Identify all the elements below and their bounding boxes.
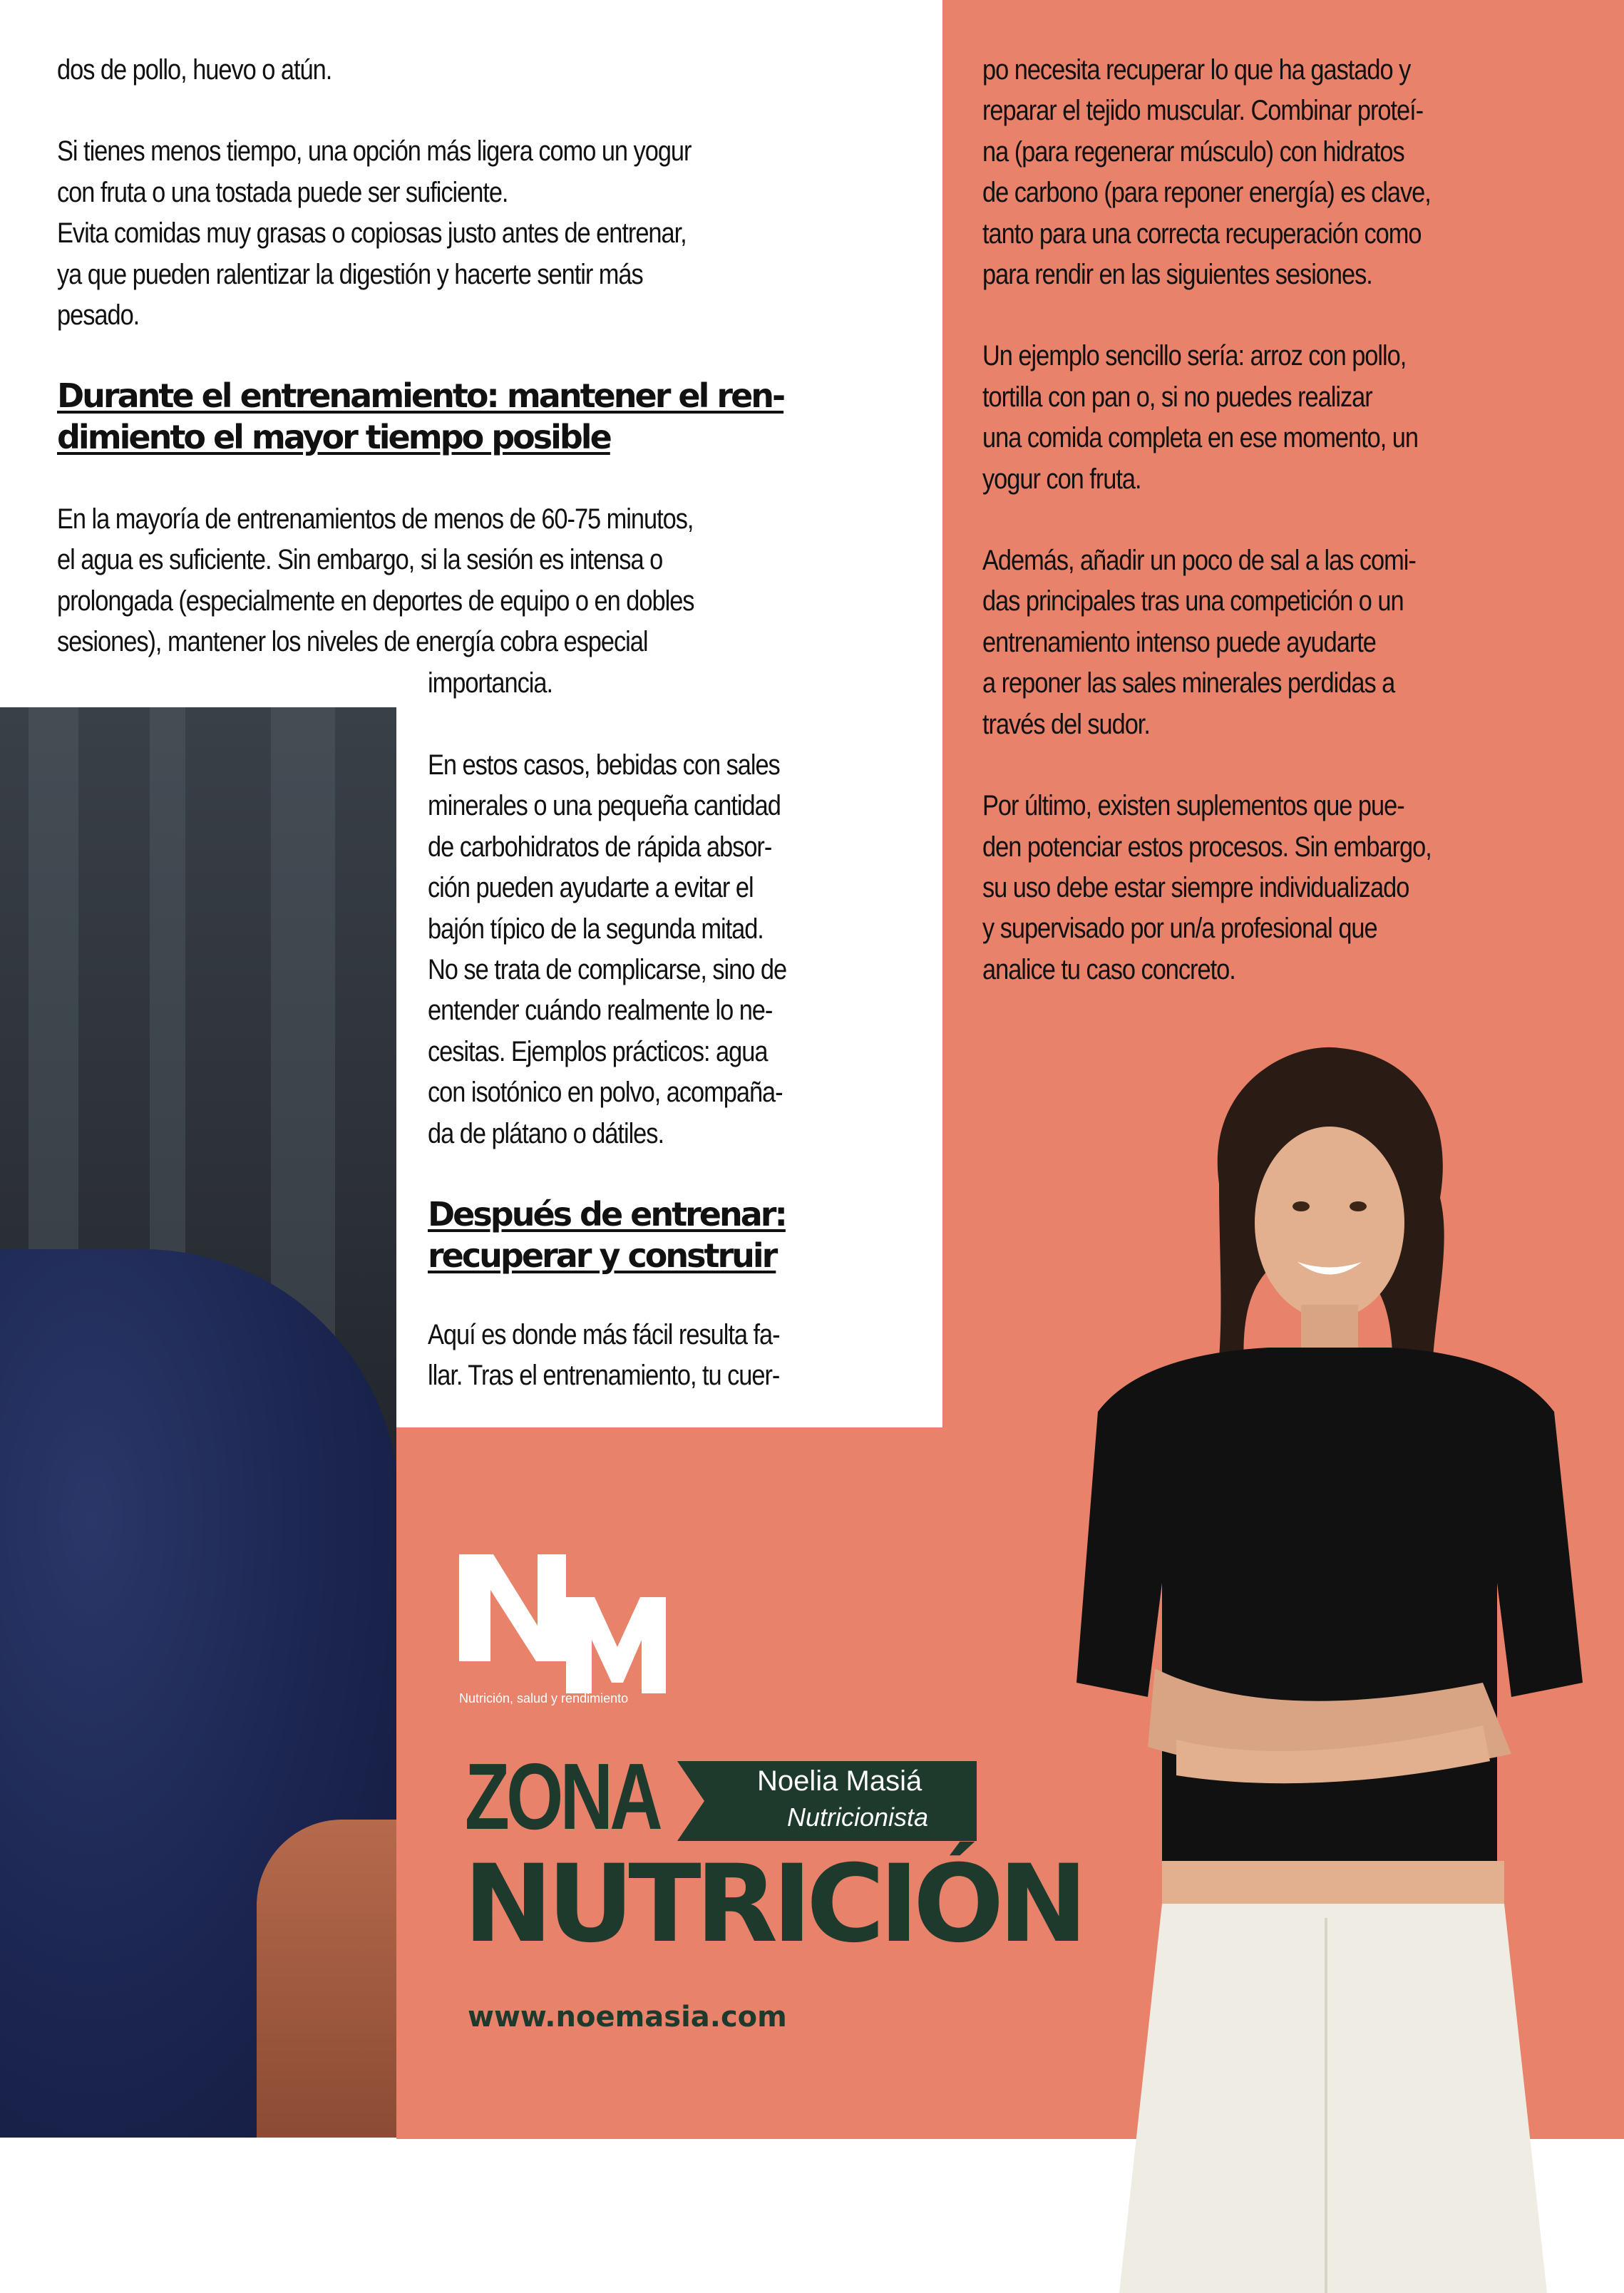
text-line: con fruta o una tostada puede ser suficiente.: [57, 176, 508, 208]
title-zona: ZONA: [465, 1744, 659, 1849]
text-line: Si tienes menos tiempo, una opción más ligera como un yogur: [57, 135, 692, 168]
paragraph-durante: [57, 499, 694, 663]
text-line: da de plátano o dátiles.: [428, 1117, 664, 1149]
paragraph-despues: [428, 1315, 780, 1397]
text-line: den potenciar estos procesos. Sin embargo,: [982, 831, 1432, 863]
text-line: Un ejemplo sencillo sería: arroz con pollo,: [982, 340, 1407, 372]
text-line: y supervisado por un/a profesional que: [982, 913, 1377, 945]
paragraph-bebidas: [428, 745, 786, 1154]
white-trousers: [1119, 1904, 1547, 2293]
text-line: Además, añadir un poco de sal a las comi-: [982, 545, 1416, 577]
nm-logo: [459, 1540, 673, 1711]
gym-blur-column: [271, 707, 335, 1349]
text-line: prolongada (especialmente en deportes de equipo o en dobles: [57, 585, 694, 617]
section-heading-despues: [428, 1194, 786, 1276]
athlete-arm: [257, 1820, 396, 2138]
website-link[interactable]: www.noemasia.com: [468, 2001, 787, 2033]
text-line: de carbohidratos de rápida absor-: [428, 831, 772, 863]
text-line: tortilla con pan o, si no puedes realizar: [982, 381, 1372, 413]
text-line: a reponer las sales minerales perdidas a: [982, 667, 1395, 699]
text-line: el agua es suficiente. Sin embargo, si la sesión es intensa o: [57, 544, 663, 576]
text-line: dos de pollo, huevo o atún.: [57, 54, 332, 86]
text-line: yogur con fruta.: [982, 463, 1141, 495]
logo-m-shape: [566, 1597, 666, 1693]
author-role: Nutricionista: [787, 1802, 929, 1832]
left-top-text: [57, 50, 691, 336]
section-heading-durante: [57, 375, 783, 458]
text-line: bajón típico de la segunda mitad.: [428, 913, 764, 945]
text-line: llar. Tras el entrenamiento, tu cuer-: [428, 1360, 780, 1392]
text-line: ya que pueden ralentizar la digestión y hacerte sentir más: [57, 258, 643, 290]
text-line: No se trata de complicarse, sino de: [428, 954, 787, 986]
author-name: Noelia Masiá: [757, 1765, 923, 1797]
text-line: ción pueden ayudarte a evitar el: [428, 872, 754, 904]
text-line: pesado.: [57, 299, 140, 332]
heading-line: dimiento el mayor tiempo posible: [57, 418, 610, 456]
text-line: con isotónico en polvo, acompaña-: [428, 1077, 783, 1109]
text-line: na (para regenerar músculo) con hidratos: [982, 135, 1404, 168]
text-line: tanto para una correcta recuperación como: [982, 217, 1422, 250]
heading-line: Durante el entrenamiento: mantener el ren-: [57, 376, 784, 415]
text-line: Aquí es donde más fácil resulta fa-: [428, 1319, 780, 1350]
text-line: Evita comidas muy grasas o copiosas justo antes de entrenar,: [57, 217, 687, 250]
text-line: sesiones), mantener los niveles de energía cobra especial: [57, 626, 648, 658]
text-line: En estos casos, bebidas con sales: [428, 749, 780, 781]
text-line: analice tu caso concreto.: [982, 953, 1235, 985]
text-line: minerales o una pequeña cantidad: [428, 790, 781, 822]
text-line: das principales tras una competición o un: [982, 585, 1404, 617]
paragraph-durante-end: [428, 663, 553, 704]
text-line: reparar el tejido muscular. Combinar proteí-: [982, 95, 1424, 127]
text-line: [982, 745, 1432, 786]
text-line: Por último, existen suplementos que pue-: [982, 790, 1404, 822]
text-line: través del sudor.: [982, 708, 1150, 740]
text-line: una comida completa en ese momento, un: [982, 422, 1418, 454]
black-tshirt: [1076, 1348, 1583, 1868]
midriff: [1162, 1861, 1504, 1911]
text-line: [982, 295, 1432, 336]
logo-n-shape: [459, 1554, 566, 1661]
text-line: importancia.: [428, 667, 553, 699]
athlete-gym-photo: [0, 707, 396, 2138]
text-line: po necesita recuperar lo que ha gastado y: [982, 54, 1411, 86]
text-line: [982, 500, 1432, 540]
title-nutricion: NUTRICIÓN: [463, 1842, 1082, 1966]
nutritionist-portrait: [1055, 1041, 1583, 2293]
logo-tagline: Nutrición, salud y rendimiento: [459, 1691, 629, 1705]
text-line: [57, 91, 691, 131]
text-line: de carbono (para reponer energía) es clave,: [982, 177, 1431, 209]
text-line: su uso debe estar siempre individualizado: [982, 871, 1409, 903]
text-line: entrenamiento intenso puede ayudarte: [982, 626, 1376, 658]
face: [1255, 1127, 1404, 1319]
heading-line: Después de entrenar:: [428, 1195, 786, 1233]
text-line: entender cuándo realmente lo ne-: [428, 995, 773, 1027]
right-column-text: [982, 50, 1432, 990]
heading-line: recuperar y construir: [428, 1236, 776, 1275]
text-line: para rendir en las siguientes sesiones.: [982, 259, 1372, 291]
text-line: cesitas. Ejemplos prácticos: agua: [428, 1035, 768, 1067]
text-line: En la mayoría de entrenamientos de menos de 60-75 minutos,: [57, 503, 694, 535]
